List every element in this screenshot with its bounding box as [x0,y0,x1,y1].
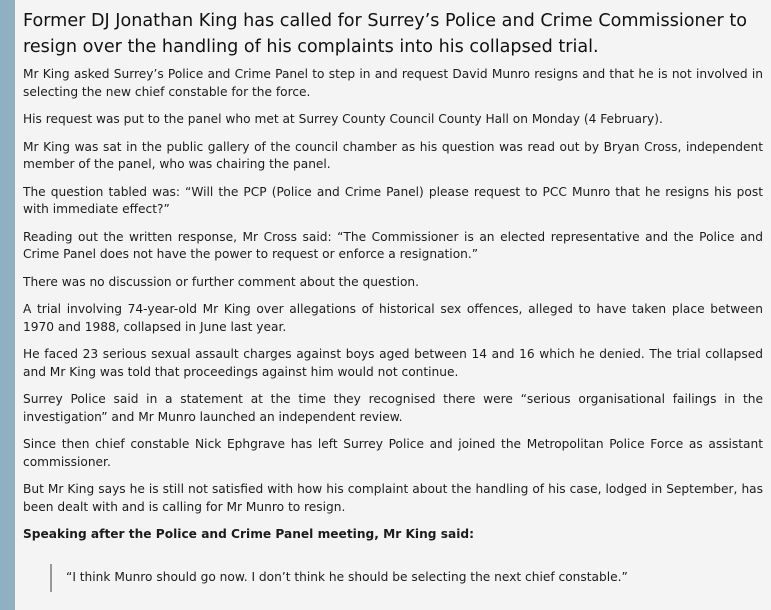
quote-text: “I think Munro should go now. I don’t think he should be selecting the next chief constable.” [66,570,628,584]
article-headline: Former DJ Jonathan King has called for Surrey’s Police and Crime Commissioner to resign over the handling of his complaints into his collapsed trial. [23,11,747,57]
article-paragraph-9: Surrey Police said in a statement at the time they recognised there were “serious organisational failings in the investigation” and Mr Munro launched an independent review. [23,392,763,424]
article-paragraph-4: The question tabled was: “Will the PCP (Police and Crime Panel) please request to PCC Munro that he resigns his post with immediate effect?” [23,184,763,216]
article-paragraph-1: Mr King asked Surrey’s Police and Crime Panel to step in and request David Munro resigns and that he is not involved in selecting the new chief constable for the force. [23,67,763,99]
article-paragraph-11: But Mr King says he is still not satisfied with how his complaint about the handling of his case, lodged in September, has been dealt with and is calling for Mr Munro to resign. [23,482,763,514]
article [23,8,763,592]
article-paragraph-6: There was no discussion or further comment about the question. [23,274,420,289]
speaker-intro: Speaking after the Police and Crime Panel meeting, Mr King said: [23,527,475,541]
article-paragraph-2: His request was put to the panel who met at Surrey County Council County Hall on Monday (4 February). [23,112,663,126]
article-paragraph-10: Since then chief constable Nick Ephgrave has left Surrey Police and joined the Metropolitan Police Force as assistant commissioner. [23,437,763,469]
article-paragraph-8: He faced 23 serious sexual assault charges against boys aged between 14 and 16 which he denied. The trial collapsed and Mr King was told that proceedings against him would not continue. [23,347,763,379]
left-accent-bar [0,0,15,610]
article-paragraph-5: Reading out the written response, Mr Cross said: “The Commissioner is an elected representative and the Police and Crime Panel does not have the power to request or enforce a resignation.” [23,229,763,261]
blockquote [50,564,763,592]
article-paragraph-7: A trial involving 74-year-old Mr King over allegations of historical sex offences, alleged to have taken place between 1970 and 1988, collapsed in June last year. [23,302,763,334]
article-paragraph-3: Mr King was sat in the public gallery of the council chamber as his question was read out by Bryan Cross, independent member of the panel, who was chairing the panel. [23,139,763,171]
